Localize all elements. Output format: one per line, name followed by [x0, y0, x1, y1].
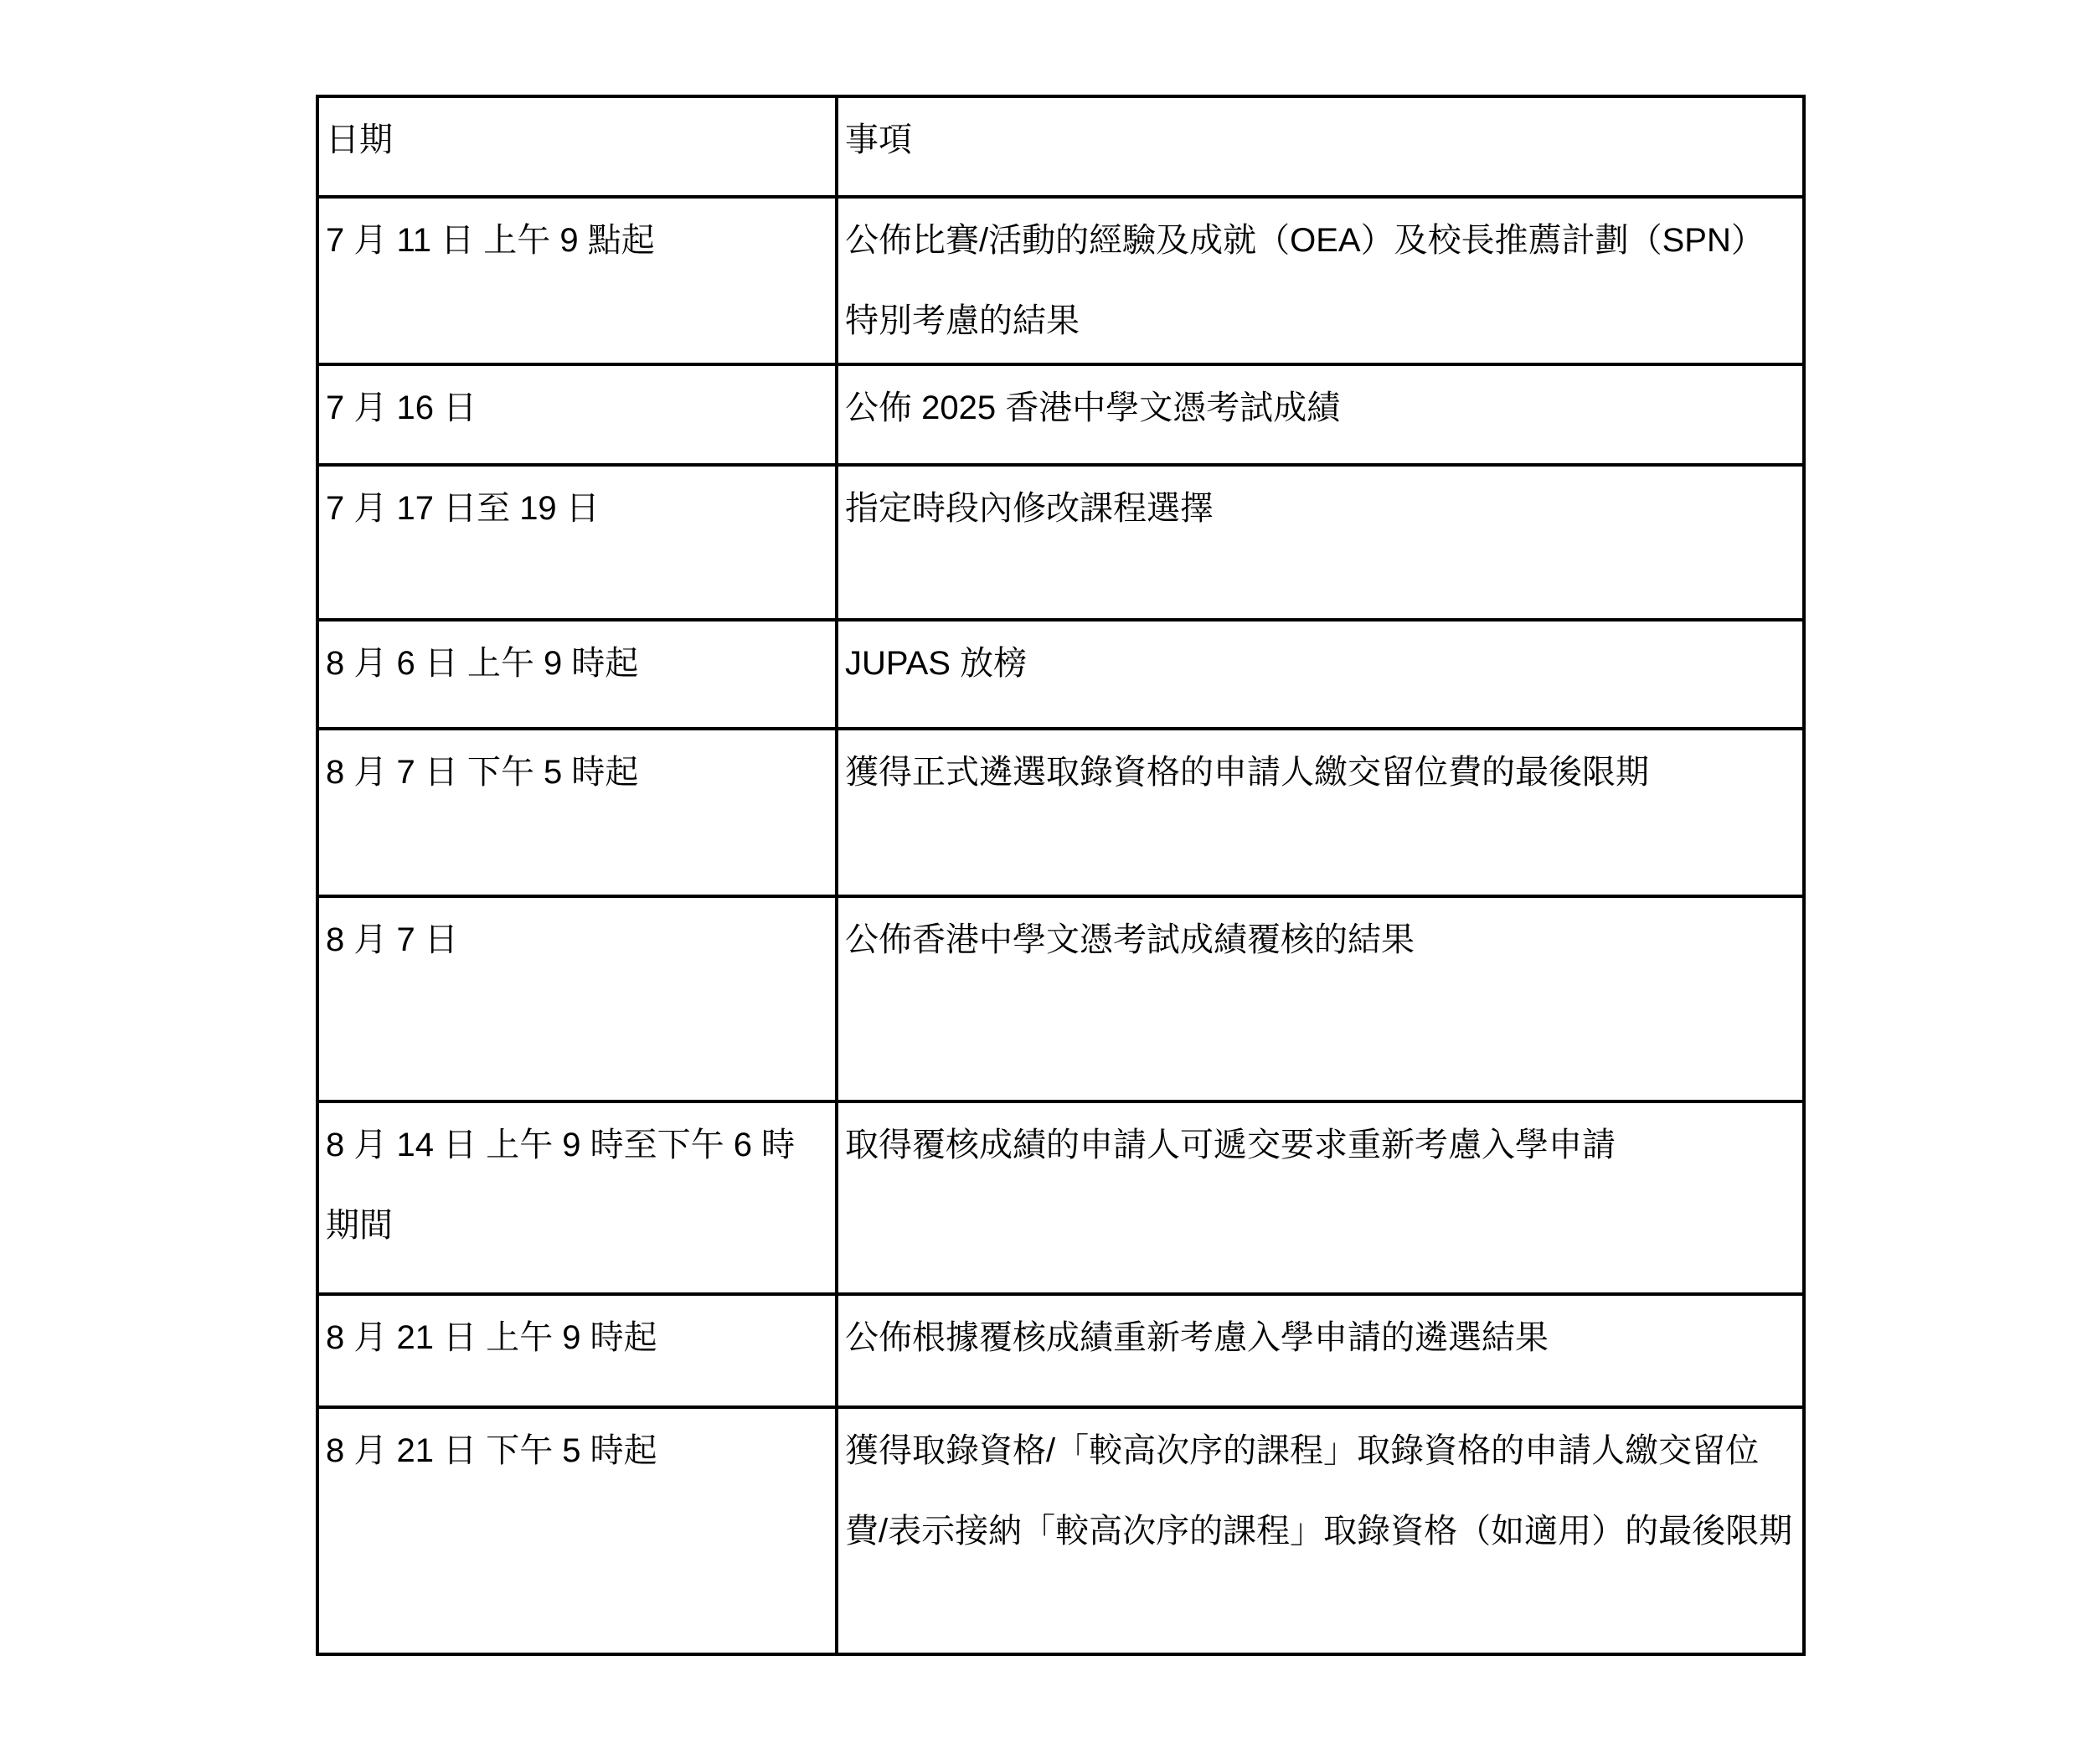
column-header-event: 事項 — [837, 96, 1804, 197]
table-row — [317, 364, 1804, 465]
event-cell: 獲得正式遴選取錄資格的申請人繳交留位費的最後限期 — [837, 729, 1804, 896]
schedule-table — [316, 95, 1806, 1656]
table-row — [317, 1294, 1804, 1407]
table-row — [317, 620, 1804, 729]
date-cell: 8 月 7 日 — [317, 896, 837, 1101]
date-cell: 8 月 21 日 上午 9 時起 — [317, 1294, 837, 1407]
event-cell: 取得覆核成績的申請人可遞交要求重新考慮入學申請 — [837, 1101, 1804, 1294]
table-row — [317, 465, 1804, 620]
date-cell: 8 月 14 日 上午 9 時至下午 6 時期間 — [317, 1101, 837, 1294]
table-row — [317, 1101, 1804, 1294]
column-header-date: 日期 — [317, 96, 837, 197]
table-header-row — [317, 96, 1804, 197]
date-cell: 8 月 7 日 下午 5 時起 — [317, 729, 837, 896]
date-cell: 8 月 6 日 上午 9 時起 — [317, 620, 837, 729]
event-cell: 公佈比賽/活動的經驗及成就（OEA）及校長推薦計劃（SPN）特別考慮的結果 — [837, 197, 1804, 364]
event-cell: JUPAS 放榜 — [837, 620, 1804, 729]
table-row — [317, 896, 1804, 1101]
date-cell: 7 月 17 日至 19 日 — [317, 465, 837, 620]
event-cell: 指定時段內修改課程選擇 — [837, 465, 1804, 620]
date-cell: 7 月 16 日 — [317, 364, 837, 465]
event-cell: 公佈 2025 香港中學文憑考試成績 — [837, 364, 1804, 465]
event-cell: 公佈根據覆核成績重新考慮入學申請的遴選結果 — [837, 1294, 1804, 1407]
date-cell: 7 月 11 日 上午 9 點起 — [317, 197, 837, 364]
event-cell: 公佈香港中學文憑考試成績覆核的結果 — [837, 896, 1804, 1101]
table-row — [317, 729, 1804, 896]
event-cell: 獲得取錄資格/「較高次序的課程」取錄資格的申請人繳交留位費/表示接納「較高次序的課程」取錄資格（如適用）的最後限期 — [837, 1407, 1804, 1654]
date-cell: 8 月 21 日 下午 5 時起 — [317, 1407, 837, 1654]
table-row — [317, 1407, 1804, 1654]
table-row — [317, 197, 1804, 364]
